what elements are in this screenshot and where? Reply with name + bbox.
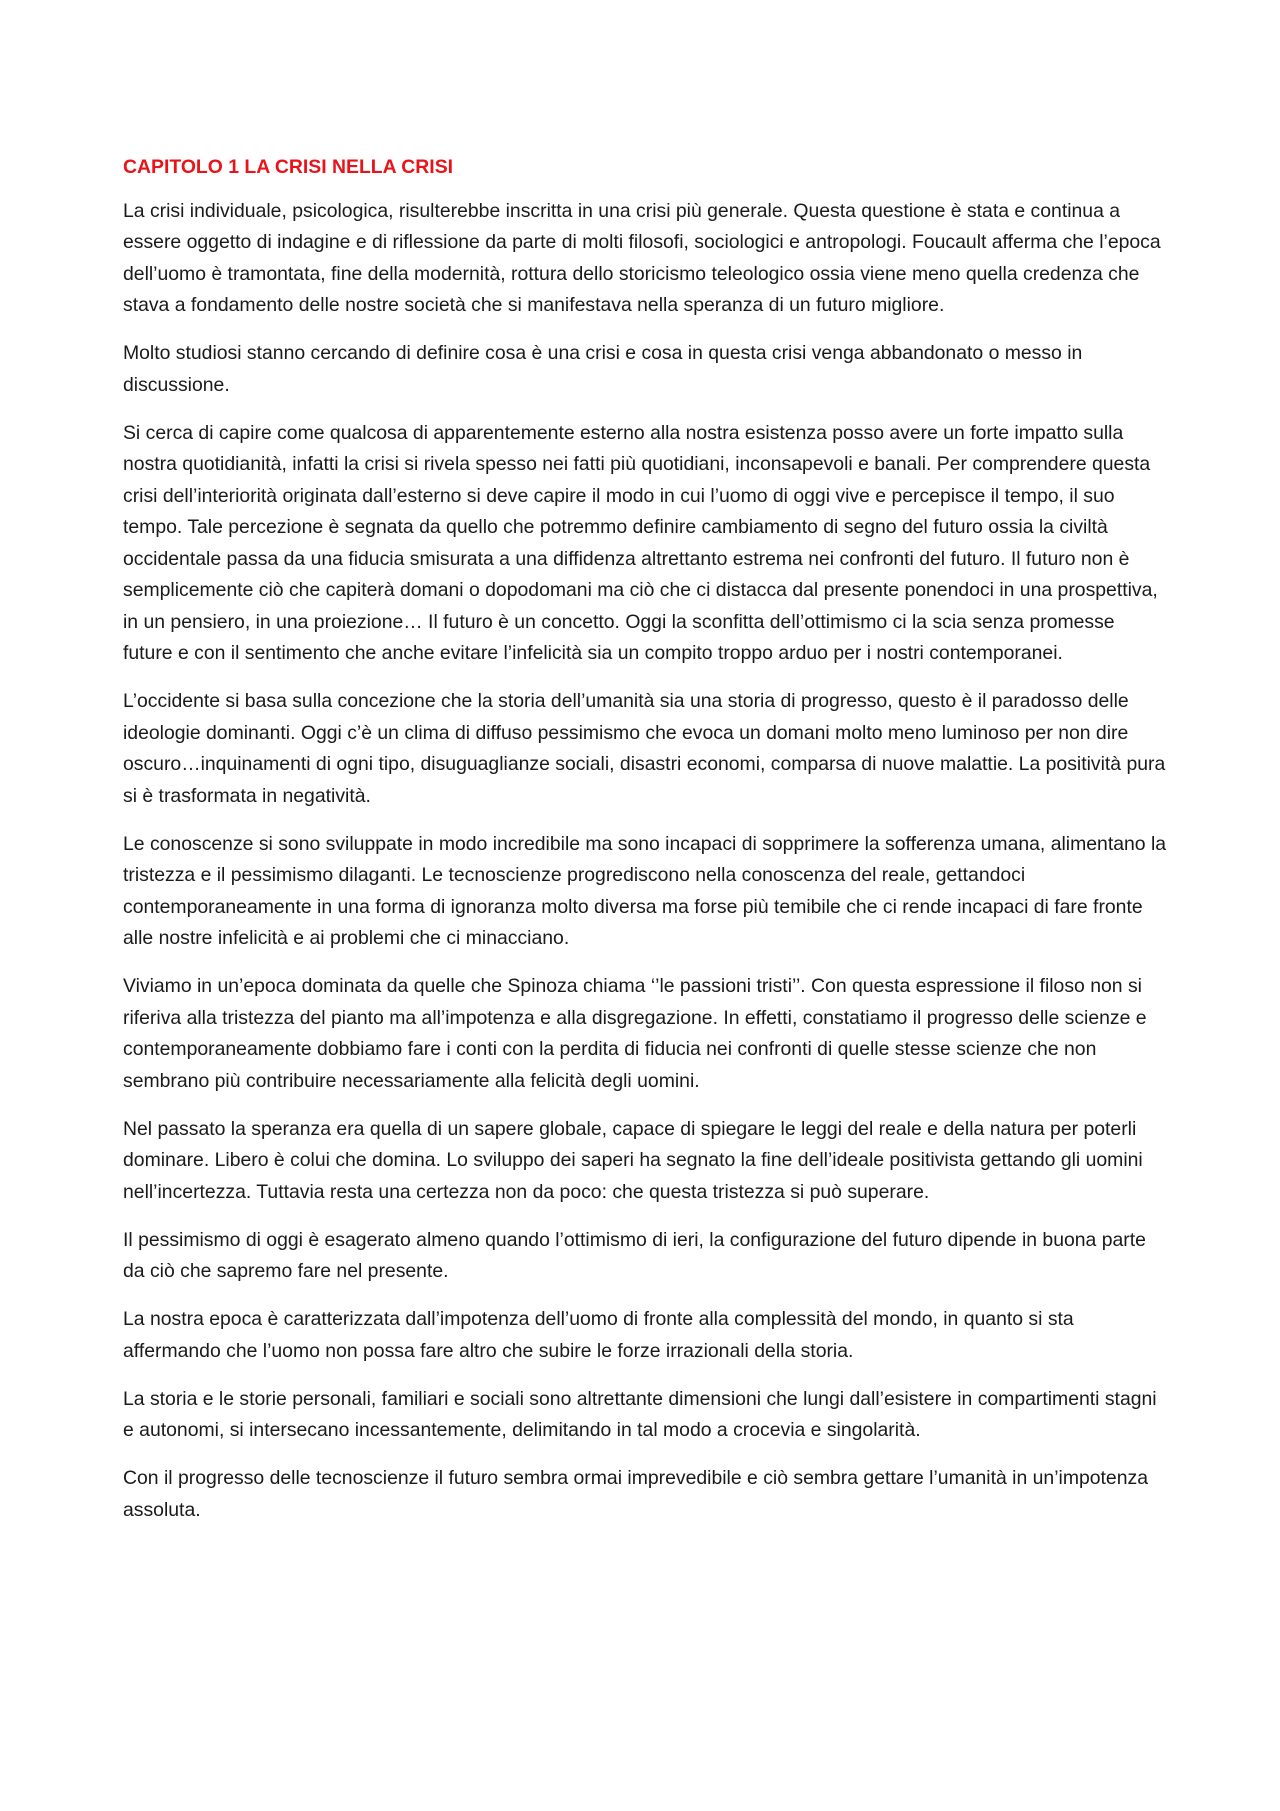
paragraph-11: Con il progresso delle tecnoscienze il futuro sembra ormai imprevedibile e ciò sembra gettare l’umanità in un’impotenza assoluta. [123,1467,1148,1521]
paragraph-5: Le conoscenze si sono sviluppate in modo incredibile ma sono incapaci di sopprimere la sofferenza umana, alimentano la tristezza e il pessimismo dilaganti. Le tecnoscienze progrediscono nella conoscenza del reale, gettandoci contemporaneamente in una forma di ignoranza molto diversa ma forse più temibile che ci rende incapaci di fare fronte alle nostre infelicità e ai problemi che ci minacciano. [123,832,1167,949]
paragraph-1: La crisi individuale, psicologica, risulterebbe inscritta in una crisi più generale. Questa questione è stata e continua a essere oggetto di indagine e di riflessione da parte di molti filosofi, sociologici e antropologi. Foucault afferma che l’epoca dell’uomo è tramontata, fine della modernità, rottura dello storicismo teleologico ossia viene meno quella credenza che stava a fondamento delle nostre società che si manifestava nella speranza di un futuro migliore. [123,199,1161,316]
paragraph-2: Molto studiosi stanno cercando di definire cosa è una crisi e cosa in questa crisi venga abbandonato o messo in discussione. [123,342,1083,396]
paragraph-3: Si cerca di capire come qualcosa di apparentemente esterno alla nostra esistenza posso avere un forte impatto sulla nostra quotidianità, infatti la crisi si rivela spesso nei fatti più quotidiani, inconsapevoli e banali. Per comprendere questa crisi dell’interiorità originata dall’esterno si deve capire il modo in cui l’uomo di oggi vive e percepisce il tempo, il suo tempo. Tale percezione è segnata da quello che potremmo definire cambiamento di segno del futuro ossia la civiltà occidentale passa da una fiducia smisurata a una diffidenza altrettanto estrema nei confronti del futuro. Il futuro non è semplicemente ciò che capiterà domani o dopodomani ma ciò che ci distacca dal presente ponendoci in una prospettiva, in un pensiero, in una proiezione… Il futuro è un concetto. Oggi la sconfitta dell’ottimismo ci la scia senza promesse future e con il sentimento che anche evitare l’infelicità sia un compito troppo arduo per i nostri contemporanei. [123,421,1158,664]
document-body [123,152,1168,1543]
paragraph-10: La storia e le storie personali, familiari e sociali sono altrettante dimensioni che lungi dall’esistere in compartimenti stagni e autonomi, si intersecano incessantemente, delimitando in tal modo a crocevia e singolarità. [123,1387,1157,1441]
paragraph-4: L’occidente si basa sulla concezione che la storia dell’umanità sia una storia di progresso, questo è il paradosso delle ideologie dominanti. Oggi c’è un clima di diffuso pessimismo che evoca un domani molto meno luminoso per non dire oscuro…inquinamenti di ogni tipo, disuguaglianze sociali, disastri economi, comparsa di nuove malattie. La positività pura si è trasformata in negatività. [123,690,1166,807]
paragraph-6: Viviamo in un’epoca dominata da quelle che Spinoza chiama ‘’le passioni tristi’’. Con questa espressione il filoso non si riferiva alla tristezza del pianto ma all’impotenza e alla disgregazione. In effetti, constatiamo il progresso delle scienze e contemporaneamente dobbiamo fare i conti con la perdita di fiducia nei confronti di quelle stesse scienze che non sembrano più contribuire necessariamente alla felicità degli uomini. [123,975,1147,1092]
chapter-title: CAPITOLO 1 LA CRISI NELLA CRISI [123,156,454,178]
paragraph-9: La nostra epoca è caratterizzata dall’impotenza dell’uomo di fronte alla complessità del mondo, in quanto si sta affermando che l’uomo non possa fare altro che subire le forze irrazionali della storia. [123,1308,1074,1362]
paragraph-7: Nel passato la speranza era quella di un sapere globale, capace di spiegare le leggi del reale e della natura per poterli dominare. Libero è colui che domina. Lo sviluppo dei saperi ha segnato la fine dell’ideale positivista gettando gli uomini nell’incertezza. Tuttavia resta una certezza non da poco: che questa tristezza si può superare. [123,1117,1143,1203]
paragraph-8: Il pessimismo di oggi è esagerato almeno quando l’ottimismo di ieri, la configurazione del futuro dipende in buona parte da ciò che sapremo fare nel presente. [123,1228,1146,1282]
